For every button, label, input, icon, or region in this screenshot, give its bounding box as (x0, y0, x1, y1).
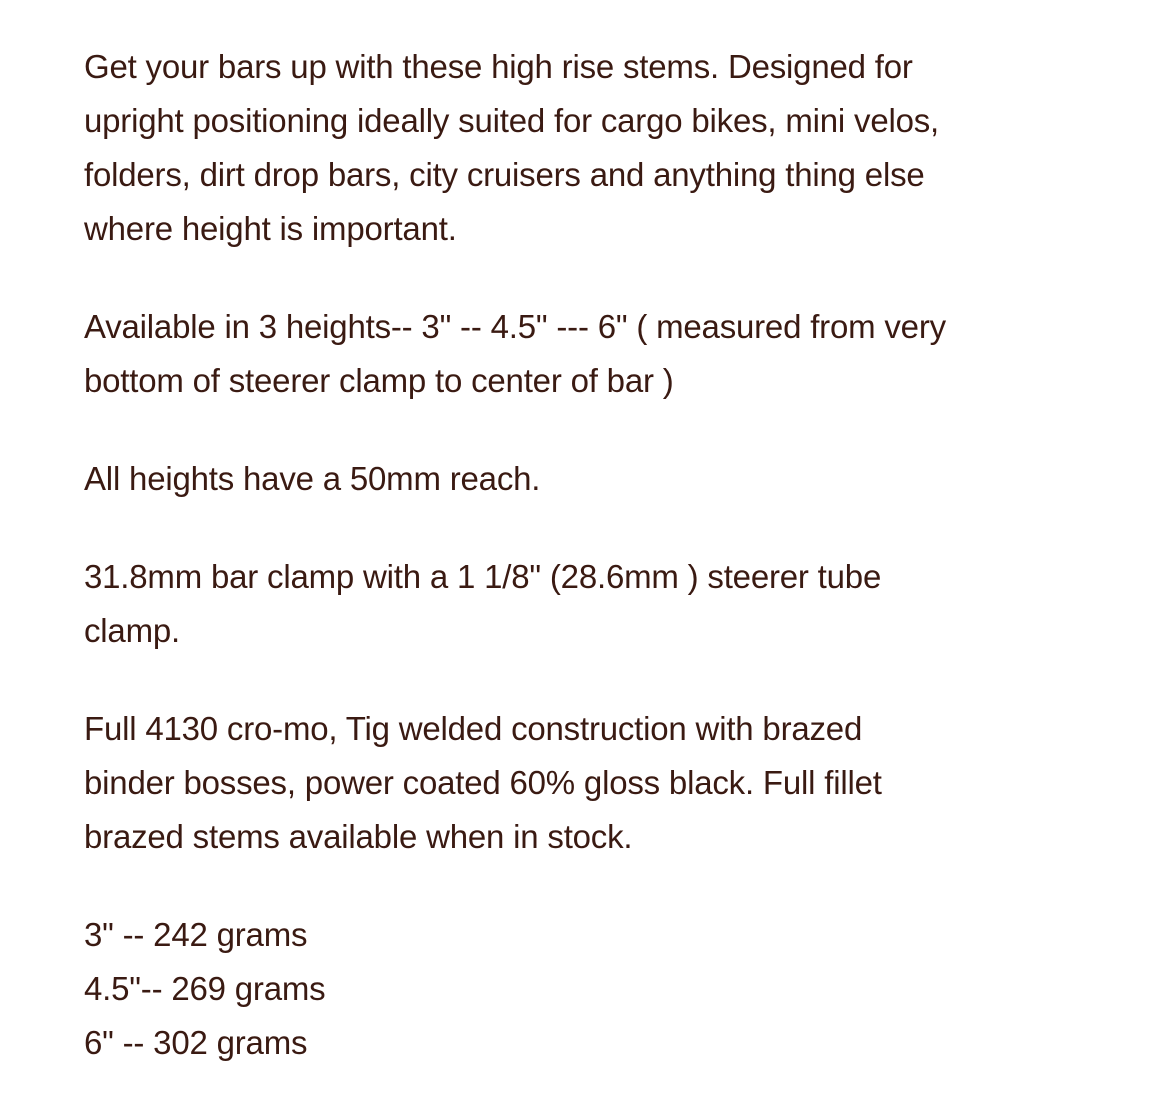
weight-line-3in: 3" -- 242 grams (84, 916, 308, 953)
construction-paragraph: Full 4130 cro-mo, Tig welded construction with brazed binder bosses, power coated 60% gloss black. Full fillet brazed stems available when in stock. (84, 710, 882, 855)
product-description (84, 40, 1084, 1070)
heights-paragraph: Available in 3 heights-- 3" -- 4.5" --- 6" ( measured from very bottom of steerer clamp to center of bar ) (84, 308, 946, 399)
weight-line-4-5in: 4.5"-- 269 grams (84, 970, 326, 1007)
weight-line-6in: 6" -- 302 grams (84, 1024, 308, 1061)
reach-paragraph: All heights have a 50mm reach. (84, 460, 541, 497)
intro-paragraph: Get your bars up with these high rise stems. Designed for upright positioning ideally suited for cargo bikes, mini velos, folders, dirt drop bars, city cruisers and anything thing else where height is important. (84, 48, 940, 247)
weights-list (84, 908, 1084, 1070)
clamp-paragraph: 31.8mm bar clamp with a 1 1/8" (28.6mm ) steerer tube clamp. (84, 558, 882, 649)
